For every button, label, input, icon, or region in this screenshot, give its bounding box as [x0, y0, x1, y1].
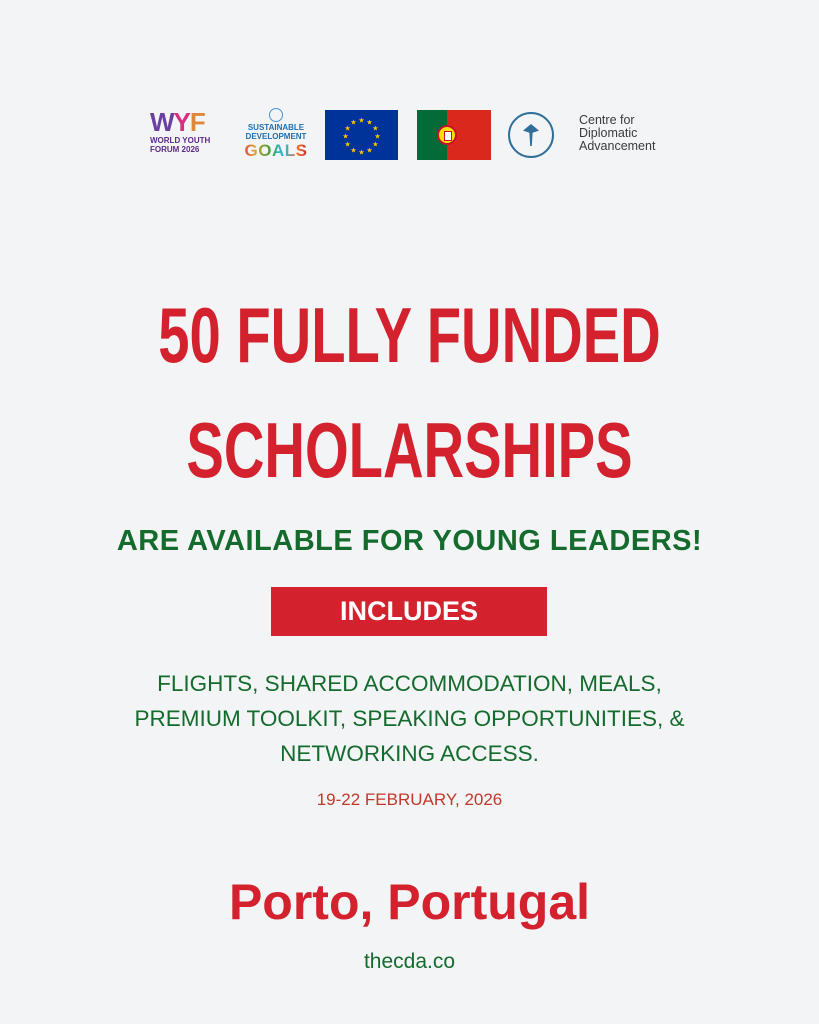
portugal-flag-icon	[417, 110, 491, 160]
event-location: Porto, Portugal	[228, 874, 591, 930]
svg-text:★: ★	[342, 132, 349, 141]
sdg-goals: GOALS	[240, 141, 312, 160]
details-line: NETWORKING ACCESS.	[280, 741, 539, 766]
svg-text:★: ★	[344, 140, 351, 149]
wyf-logo	[150, 108, 230, 154]
sdg-logo	[240, 108, 312, 160]
un-emblem-icon	[269, 108, 283, 122]
headline-line1: 50 FULLY FUNDED	[158, 291, 661, 379]
svg-text:★: ★	[350, 146, 357, 155]
cda-line3: Advancement	[579, 139, 656, 153]
portugal-coat-of-arms-icon	[437, 125, 457, 145]
includes-badge: INCLUDES	[271, 587, 547, 636]
event-dates: 19-22 FEBRUARY, 2026	[316, 790, 503, 809]
svg-text:★: ★	[374, 132, 381, 141]
svg-text:★: ★	[372, 140, 379, 149]
headline-line2: SCHOLARSHIPS	[186, 406, 633, 494]
wyf-logo-line1: WORLD YOUTH	[150, 136, 211, 145]
website-link[interactable]: thecda.co	[363, 950, 456, 973]
cda-logo	[508, 106, 678, 162]
svg-text:★: ★	[344, 124, 351, 133]
cda-line2: Diplomatic	[579, 126, 638, 140]
eu-flag-icon	[325, 110, 398, 160]
svg-text:★: ★	[366, 146, 373, 155]
details-line: PREMIUM TOOLKIT, SPEAKING OPPORTUNITIES, &	[134, 706, 685, 731]
svg-text:★: ★	[350, 118, 357, 127]
sdg-line1: SUSTAINABLE	[247, 123, 305, 132]
cda-line1: Centre for	[579, 113, 635, 127]
svg-text:★: ★	[358, 148, 365, 157]
svg-text:★: ★	[358, 116, 365, 125]
details-line: FLIGHTS, SHARED ACCOMMODATION, MEALS,	[157, 671, 662, 696]
cda-seal-icon	[508, 112, 554, 158]
svg-text:★: ★	[366, 118, 373, 127]
sdg-line2: DEVELOPMENT	[245, 132, 307, 141]
subheadline: ARE AVAILABLE FOR YOUNG LEADERS!	[116, 525, 703, 557]
wyf-logo-mark: WYF	[150, 107, 205, 137]
partner-logos	[0, 104, 819, 164]
wyf-logo-line2: FORUM 2026	[150, 145, 200, 154]
includes-details	[0, 666, 819, 771]
cda-logo-text	[579, 114, 655, 153]
svg-text:★: ★	[372, 124, 379, 133]
